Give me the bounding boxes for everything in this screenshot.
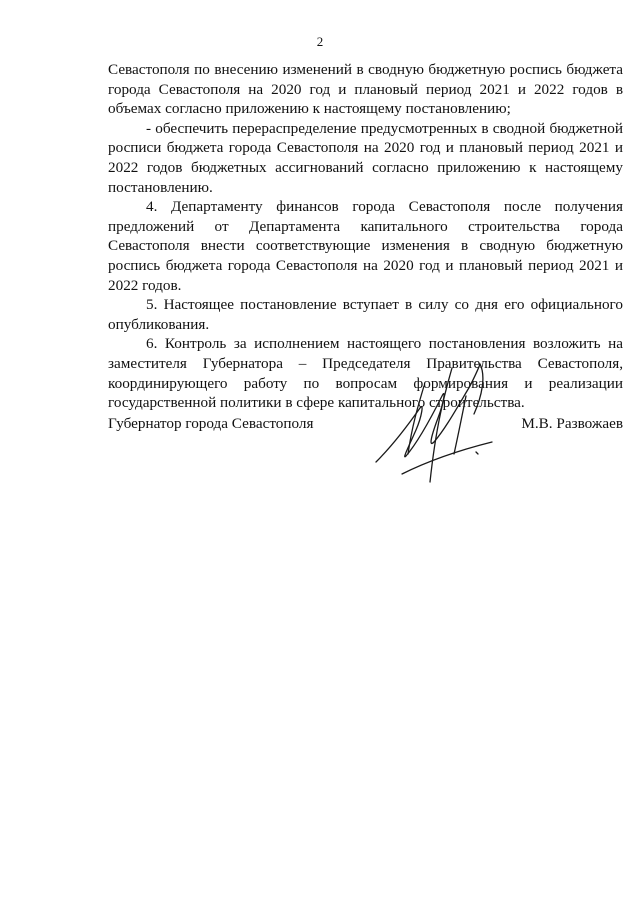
- signer-name: М.В. Развожаев: [521, 415, 623, 432]
- page-number: 2: [316, 34, 324, 49]
- paragraph-bullet-redistribute: - обеспечить перераспределение предусмотренных в сводной бюджетной росписи бюджета города Севастополя на 2020 год и плановый период 2021 и 2022 годов бюджетных ассигнований согласно приложению к настоящему постановлению.: [108, 119, 623, 196]
- handwritten-signature: [362, 356, 522, 526]
- paragraph-item-4: 4. Департаменту финансов города Севастополя после получения предложений от Департамента капитального строительства города Севастополя внести соответствующие изменения в сводную бюджетную роспись бюджета города Севастополя на 2020 год и плановый период 2021 и 2022 годов.: [108, 198, 623, 294]
- paragraph-continuation: Севастополя по внесению изменений в сводную бюджетную роспись бюджета города Севастополя на 2020 год и плановый период 2021 и 2022 годов в объемах согласно приложению к настоящему постановлению;: [108, 61, 623, 118]
- signer-title: Губернатор города Севастополя: [108, 415, 314, 432]
- paragraph-item-6: 6. Контроль за исполнением настоящего постановления возложить на заместителя Губернатора – Председателя Правительства Севастополя, координирующего работу по вопросам формирования и реализации государственной политики в сфере капитального строительства.: [108, 335, 623, 412]
- signature-block: [108, 414, 623, 436]
- paragraph-item-5: 5. Настоящее постановление вступает в силу со дня его официального опубликования.: [108, 296, 623, 333]
